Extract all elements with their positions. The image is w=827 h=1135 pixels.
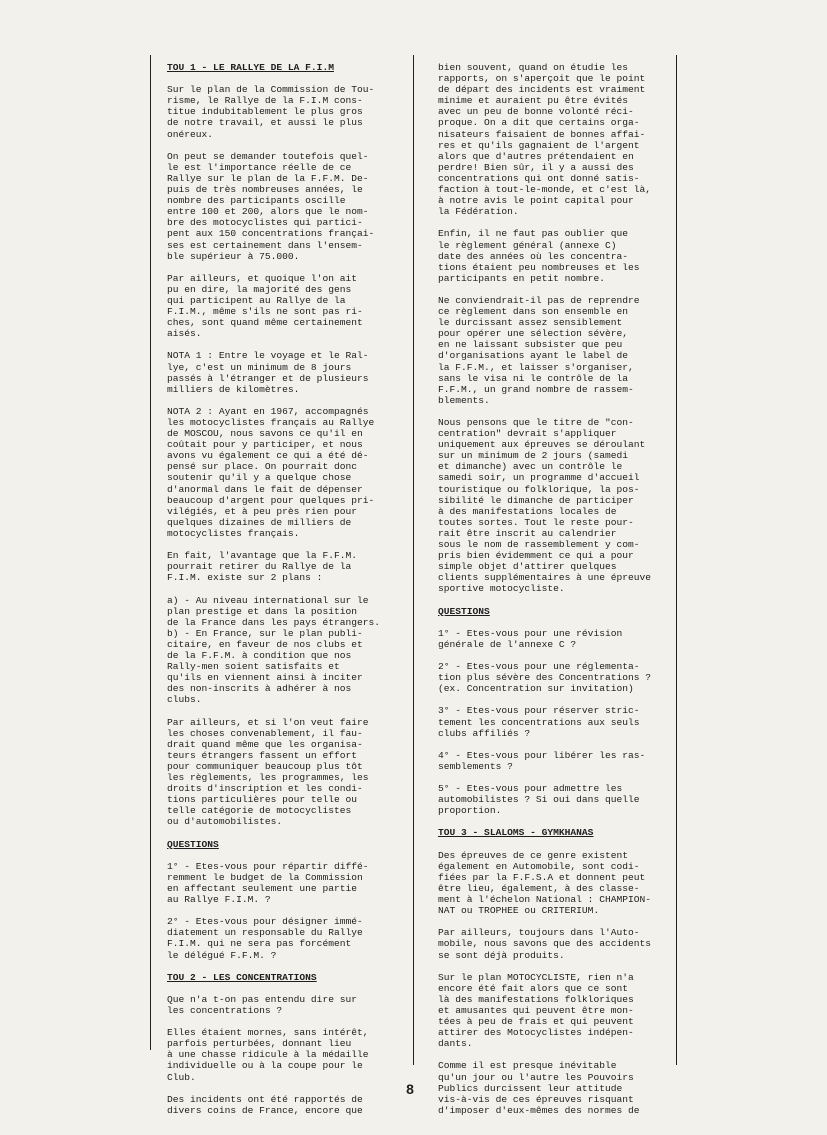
paragraph: Elles étaient mornes, sans intérêt, parfois perturbées, donnant lieu à une chasse ridicule à la médaille individuelle ou à la coupe pour le Club. [167,1027,369,1083]
question: 5° - Etes-vous pour admettre les automobilistes ? Si oui dans quelle proportion. [438,783,640,817]
questions-heading: QUESTIONS [438,605,490,617]
rule-left [150,55,151,1050]
section-heading-tou3: TOU 3 - SLALOMS - GYMKHANAS [438,827,594,839]
paragraph: Par ailleurs, et si l'on veut faire les choses convenablement, il fau- drait quand même que les organisa- teurs étrangers fassent un effort pour communiquer beaucoup plus tôt les règlements, les programmes, les droits d'inscription et les condi- tions particulières pour telle ou telle catégorie de motocyclistes ou d'automobilistes. [167,716,369,828]
paragraph: Nous pensons que le titre de "con- centration" devrait s'appliquer uniquement aux épreuves se déroulant sur un minimum de 2 jours (samedi et dimanche) avec un contrôle le samedi soir, un programme d'accueil touristique ou folklorique, la pos- sibilité le dimanche de participer à des manifestations locales de toutes sortes. Tout le reste pour- rait être inscrit au calendrier sous le nom de rassemblement y com- pris bien évidemment ce qui a pour simple objet d'attirer quelques clients supplémentaires à une épreuve sportive motocycliste. [438,417,652,595]
paragraph: Sur le plan de la Commission de Tou- risme, le Rallye de la F.I.M cons- titue indubitablement le plus gros de notre travail, et aussi le plus onéreux. [167,84,375,140]
questions-heading: QUESTIONS [167,838,219,850]
paragraph: Ne conviendrait-il pas de reprendre ce règlement dans son ensemble en le durcissant assez sensiblement pour opérer une sélection sévère, en ne laissant subsister que peu d'organisations ayant le label de la F.F.M., et laisser s'organiser, sans le visa ni le contrôle de la F.F.M., un grand nombre de rassem- blements. [438,294,640,406]
paragraph: Comme il est presque inévitable qu'un jour ou l'autre les Pouvoirs Publics durcissent leur attitude vis-à-vis de ces épreuves risquant d'imposer d'eux-mêmes des normes de [438,1060,640,1116]
paragraph: bien souvent, quand on étudie les rapports, on s'aperçoit que le point de départ des incidents est vraiment minime et auraient pu être évités avec un peu de bonne volonté réci- proque. On a dit que certains orga- nisateurs faisaient de bonnes affai- res et qu'ils gagnaient de l'argent alors que d'autres prétendaient en perdre! Bien sûr, il y a aussi des concentrations qui ont donné satis- faction à tout-le-monde, et c'est là, à notre avis le point capital pour la Fédération. [438,62,652,218]
rule-right [676,55,677,1065]
nota-1: NOTA 1 : Entre le voyage et le Ral- lye, c'est un minimum de 8 jours passés à l'étranger et de plusieurs milliers de kilomètres. [167,350,369,395]
question: 2° - Etes-vous pour désigner immé- diatement un responsable du Rallye F.I.M. qui ne sera pas forcément le délégué F.F.M. ? [167,916,363,961]
question: 3° - Etes-vous pour réserver stric- tement les concentrations aux seuls clubs affiliés ? [438,705,640,739]
paragraph: Enfin, il ne faut pas oublier que le règlement général (annexe C) date des années où les concentra- tions étaient peu nombreuses et les participants en petit nombre. [438,228,640,284]
page-number: 8 [406,1081,414,1097]
question: 1° - Etes-vous pour une révision générale de l'annexe C ? [438,627,623,650]
paragraph: Que n'a t-on pas entendu dire sur les concentrations ? [167,993,357,1016]
paragraph: Par ailleurs, et quoique l'on ait pu en dire, la majorité des gens qui participent au Rallye de la F.I.M., même s'ils ne sont pas ri- ches, sont quand même certainement aisés. [167,272,363,340]
paragraph-ab: a) - Au niveau international sur le plan prestige et dans la position de la France dans les pays étrangers. b) - En France, sur le plan publi- citaire, en faveur de nos clubs et de la F.F.M. à condition que nos Rally-men soient satisfaits et qu'ils en viennent ainsi à inciter des non-inscrits à adhérer à nos clubs. [167,594,381,706]
rule-middle [413,55,414,1065]
section-heading-tou1: TOU 1 - LE RALLYE DE LA F.I.M [167,62,334,73]
column-right [438,62,670,1127]
section-heading-tou2: TOU 2 - LES CONCENTRATIONS [167,971,317,983]
paragraph: Des incidents ont été rapportés de divers coins de France, encore que [167,1093,363,1116]
column-left [167,62,399,1127]
nota-2: NOTA 2 : Ayant en 1967, accompagnés les motocyclistes français au Rallye de MOSCOU, nous savons ce qu'il en coûtait pour y participer, et nous avons vu également ce qui a été dé- pensé sur place. On pourrait donc soutenir qu'il y a quelque chose d'anormal dans le fait de dépenser beaucoup d'argent pour quelques pri- vilégiés, et à peu près rien pour quelques dizaines de milliers de motocyclistes français. [167,405,375,539]
paragraph: Des épreuves de ce genre existent également en Automobile, sont codi- fiées par la F.F.S.A et donnent peut être lieu, également, à des classe- ment à l'échelon National : CHAMPION- NAT ou TROPHEE ou CRITERIUM. [438,849,652,917]
paragraph: Par ailleurs, toujours dans l'Auto- mobile, nous savons que des accidents se sont déjà produits. [438,927,652,961]
question: 4° - Etes-vous pour libérer les ras- semblements ? [438,749,646,772]
paragraph: Sur le plan MOTOCYCLISTE, rien n'a encore été fait alors que ce sont là des manifestations folkloriques et amusantes qui peuvent être mon- tées à peu de frais et qui peuvent attirer des Motocyclistes indépen- dants. [438,971,634,1050]
paragraph: En fait, l'avantage que la F.F.M. pourrait retirer du Rallye de la F.I.M. existe sur 2 plans : [167,550,357,584]
question: 1° - Etes-vous pour répartir diffé- remment le budget de la Commission en affectant seulement une partie au Rallye F.I.M. ? [167,860,369,906]
question: 2° - Etes-vous pour une réglementa- tion plus sévère des Concentrations ? (ex. Concentration sur invitation) [438,661,652,695]
paragraph: On peut se demander toutefois quel- le est l'importance réelle de ce Rallye sur le plan de la F.F.M. De- puis de très nombreuses années, le nombre des participants oscille entre 100 et 200, alors que le nom- bre des motocyclistes qui partici- pent aux 150 concentrations françai- ses est certainement dans l'ensem- ble supérieur à 75.000. [167,150,375,262]
